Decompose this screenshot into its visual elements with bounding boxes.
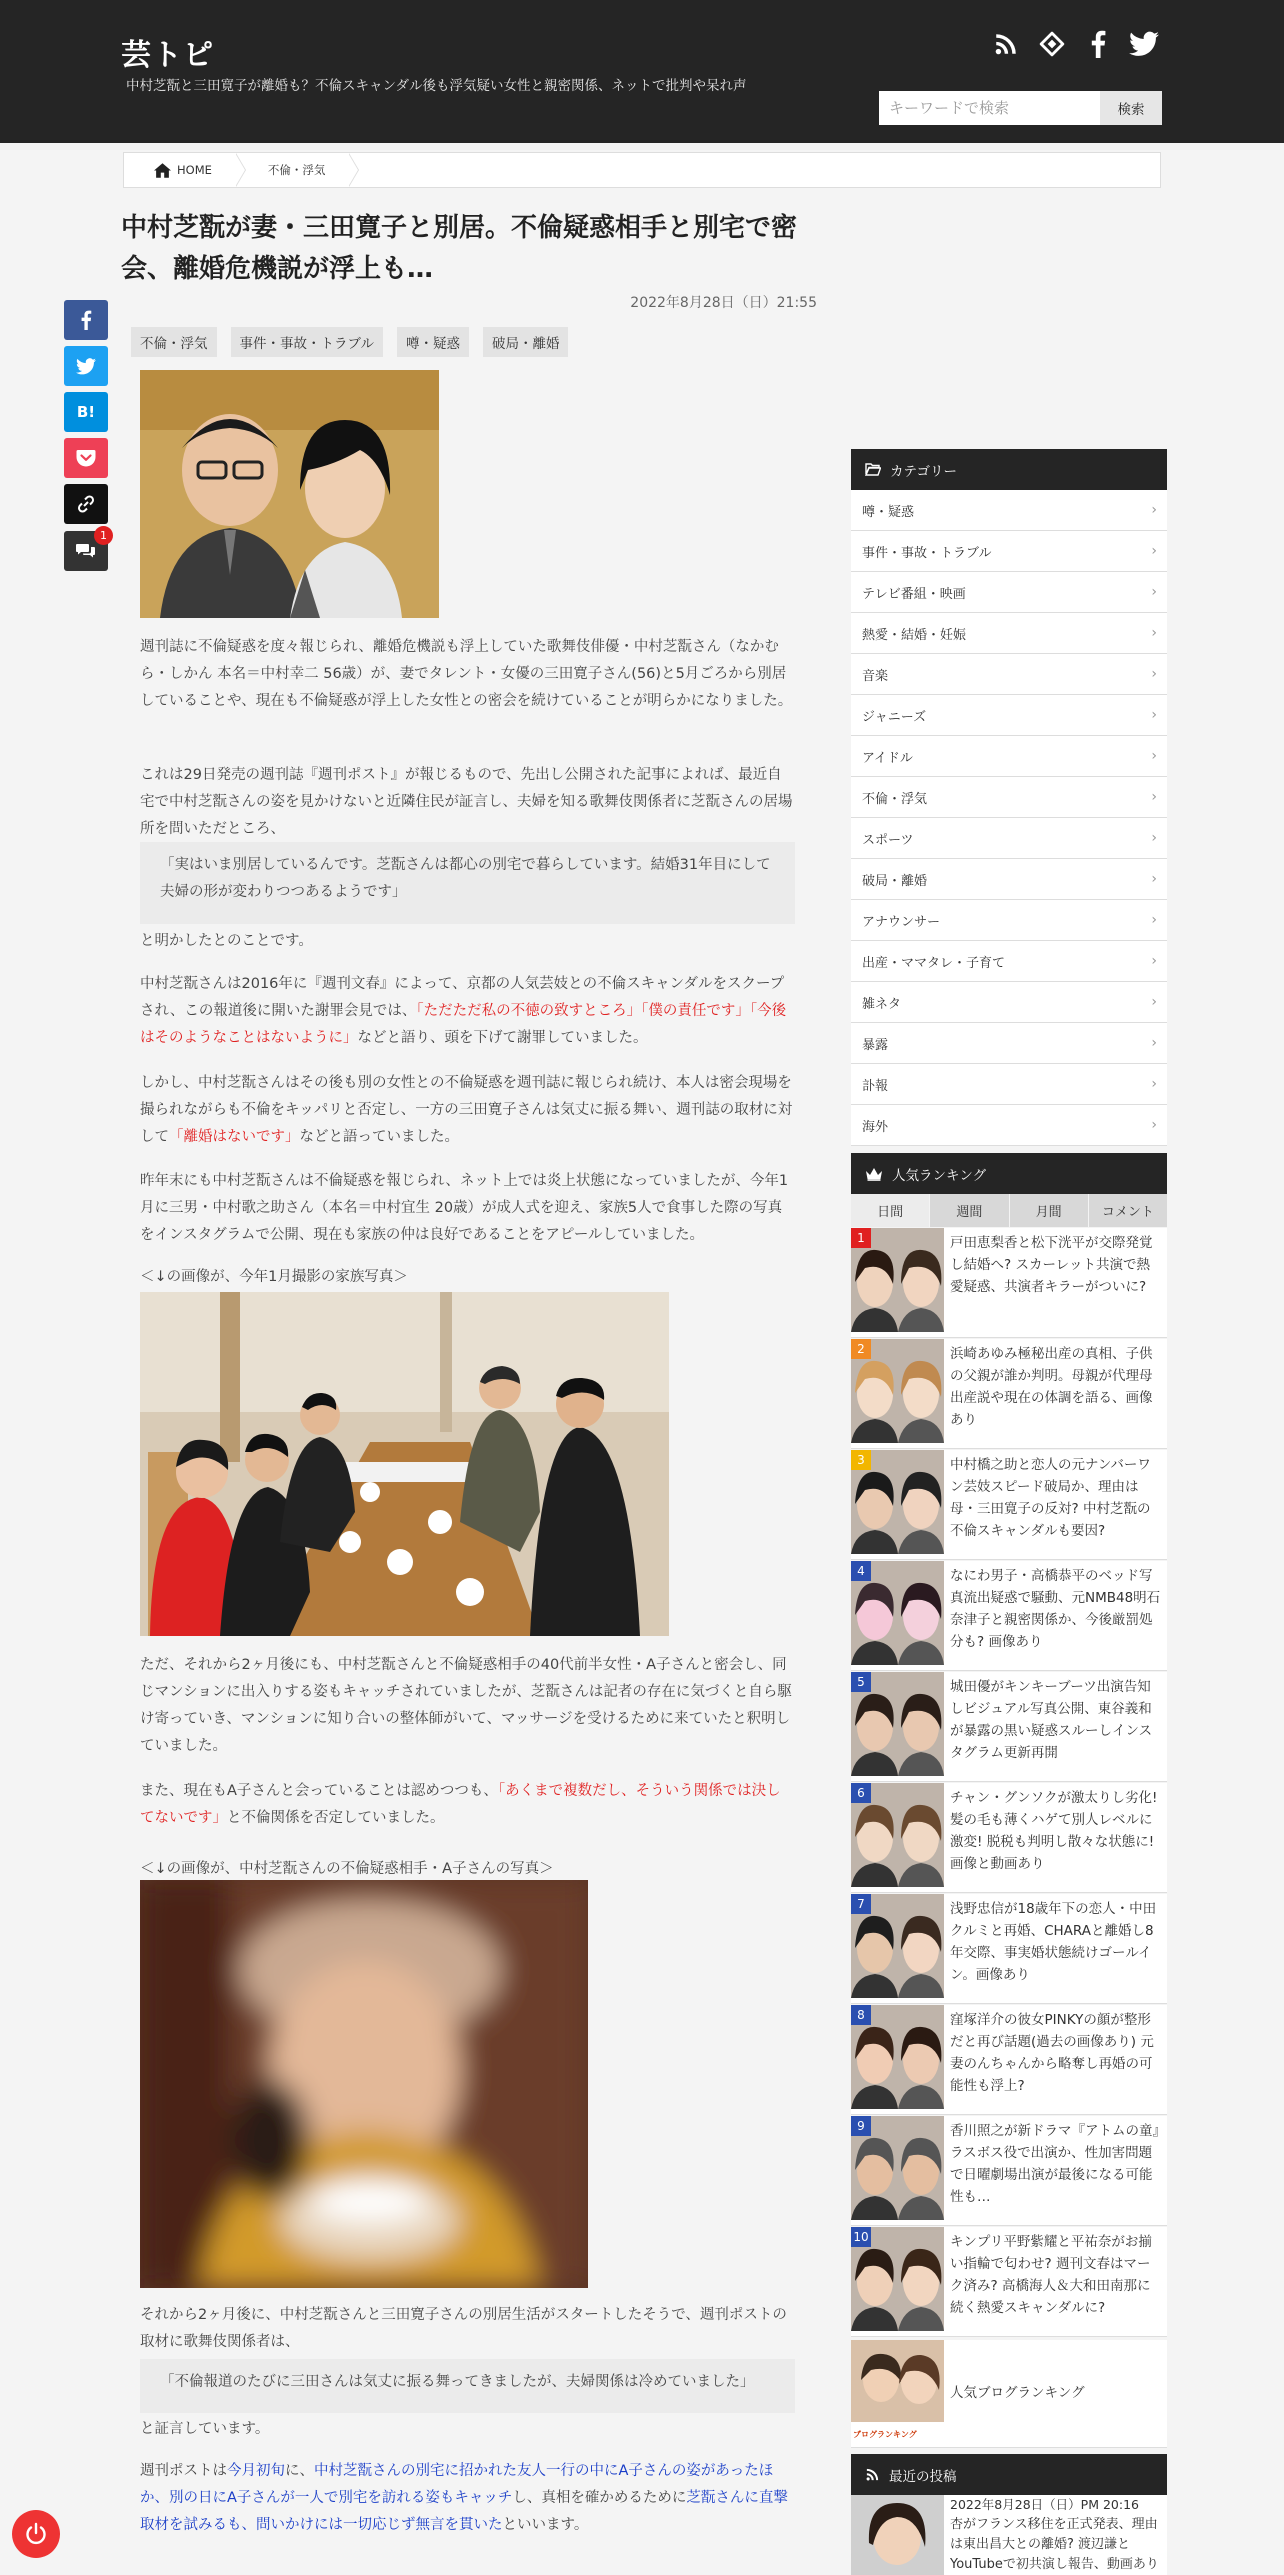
article-photo-family	[140, 1292, 669, 1636]
category-item-label: 事件・事故・トラブル	[862, 545, 992, 561]
ranking-tab-daily[interactable]: 日間	[851, 1194, 929, 1227]
ranking-title: 戸田恵梨香と松下洸平が交際発覚し結婚へ? スカーレット共演で熱愛疑惑、共演者キラーがついに?	[950, 1235, 1153, 1295]
ranking-number: 9	[851, 2116, 871, 2136]
search-form	[879, 91, 1162, 125]
ranking-thumbnail	[851, 1450, 944, 1554]
chevron-right-icon: ›	[1151, 830, 1157, 846]
chevron-right-icon: ›	[1151, 707, 1157, 723]
blog-ranking-banner[interactable]	[851, 2340, 1167, 2448]
category-item-label: 音楽	[862, 668, 889, 684]
ranking-number: 10	[851, 2227, 871, 2247]
ranking-title: 浅野忠信が18歳年下の恋人・中田クルミと再婚、CHARAと離婚し8年交際、事実婚状態続けゴールイン。画像あり	[950, 1901, 1157, 1983]
share-pocket-button[interactable]	[64, 438, 108, 478]
ranking-tab-weekly[interactable]: 週間	[930, 1194, 1008, 1227]
text: し、真相を確かめるために	[512, 2490, 687, 2506]
chevron-right-icon: ›	[1151, 1035, 1157, 1051]
category-item-label: ジャニーズ	[862, 709, 927, 725]
category-item-label: アイドル	[862, 750, 913, 766]
category-item[interactable]	[851, 531, 1167, 572]
category-item[interactable]	[851, 941, 1167, 982]
ranking-thumbnail	[851, 1894, 944, 1998]
ranking-heading	[851, 1153, 1167, 1194]
breadcrumb-category[interactable]	[236, 153, 350, 187]
share-facebook-button[interactable]	[64, 300, 108, 340]
ranking-number: 3	[851, 1450, 871, 1470]
rss-icon	[865, 2467, 880, 2482]
ranking-title: 浜崎あゆみ極秘出産の真相、子供の父親が誰か判明。母親が代理母出産説や現在の体調を語る、画像あり	[950, 1346, 1153, 1428]
article-paragraph: 昨年末にも中村芝翫さんは不倫疑惑を報じられ、ネット上では炎上状態になっていましたが、今年1月に三男・中村歌之助さん（本名＝中村宜生 20歳）が成人式を迎え、家族5人で食事した際の写真をインスタグラムで公開、現在も家族の仲は良好であることをアピールしていました。	[140, 1173, 789, 1243]
text: 週刊ポストは	[140, 2463, 227, 2479]
chevron-right-icon: ›	[1151, 789, 1157, 805]
recent-post-date: 2022年8月28日（日）PM 20:16	[950, 2497, 1139, 2512]
category-item[interactable]	[851, 572, 1167, 613]
chevron-right-icon: ›	[1151, 912, 1157, 928]
facebook-icon[interactable]	[1082, 28, 1114, 60]
article-date: 2022年8月28日（日）21:55	[630, 295, 817, 311]
ranking-item[interactable]	[851, 1561, 1167, 1671]
article-photo-couple	[140, 370, 439, 618]
chevron-right-icon: ›	[1151, 502, 1157, 518]
image-caption: ＜↓の画像が、中村芝翫さんの不倫疑惑相手・A子さんの写真＞	[140, 1861, 554, 1877]
ranking-item[interactable]	[851, 2227, 1167, 2337]
category-heading-label: カテゴリー	[890, 463, 957, 480]
ranking-title: キンプリ平野紫耀と平祐奈がお揃い指輪で匂わせ? 週刊文春はマーク済み? 高橋海人＆大和田南那に続く熱愛スキャンダルに?	[950, 2234, 1152, 2316]
ranking-number: 8	[851, 2005, 871, 2025]
text: などと語り、頭を下げて謝罪していました。	[357, 1030, 648, 1046]
category-item[interactable]	[851, 900, 1167, 941]
ranking-item[interactable]	[851, 1783, 1167, 1893]
article-quote: 「実はいま別居しているんです。芝翫さんは都心の別宅で暮らしています。結婚31年目にして夫婦の形が変わりつつあるようです」	[140, 842, 795, 924]
feedly-icon[interactable]	[1036, 28, 1068, 60]
chevron-right-icon: ›	[1151, 1076, 1157, 1092]
chevron-right-icon: ›	[1151, 1117, 1157, 1133]
tag[interactable]: 事件・事故・トラブル	[231, 327, 383, 357]
ranking-number: 7	[851, 1894, 871, 1914]
ranking-thumbnail	[851, 2116, 944, 2220]
ranking-tabs	[851, 1194, 1167, 1227]
tag[interactable]: 噂・疑惑	[397, 327, 469, 357]
category-item[interactable]	[851, 654, 1167, 695]
category-item-label: 訃報	[862, 1078, 889, 1094]
category-item-label: 海外	[862, 1119, 889, 1135]
category-item-label: 出産・ママタレ・子育て	[862, 955, 1006, 971]
category-item-label: 破局・離婚	[862, 873, 928, 889]
ranking-thumbnail	[851, 2005, 944, 2109]
ranking-item[interactable]	[851, 1672, 1167, 1782]
link-icon	[76, 494, 96, 514]
chevron-right-icon: ›	[1151, 871, 1157, 887]
article-paragraph	[140, 1778, 795, 1832]
article-photo-blurred-woman	[140, 1880, 588, 2288]
share-comment-button[interactable]	[64, 531, 108, 571]
image-caption: ＜↓の画像が、今年1月撮影の家族写真＞	[140, 1269, 408, 1285]
ranking-number: 4	[851, 1561, 871, 1581]
ranking-number: 5	[851, 1672, 871, 1692]
article-paragraph: と明かしたとのことです。	[140, 933, 313, 949]
ranking-item[interactable]	[851, 2116, 1167, 2226]
category-item[interactable]	[851, 818, 1167, 859]
category-item-label: 雑ネタ	[862, 996, 902, 1012]
category-heading	[851, 449, 1167, 490]
ranking-title: 香川照之が新ドラマ『アトムの童』ラスボス役で出演か、性加害問題で日曜劇場出演が最後になる可能性も…	[950, 2123, 1160, 2205]
category-item-label: アナウンサー	[862, 914, 941, 930]
site-header	[0, 0, 1284, 143]
ranking-title: チャン・グンソクが激太りし劣化! 髪の毛も薄くハゲて別人レベルに激変! 脱税も判明し散々な状態に! 画像と動画あり	[950, 1790, 1158, 1872]
category-item[interactable]	[851, 695, 1167, 736]
category-item[interactable]	[851, 859, 1167, 900]
breadcrumb-home-label: HOME	[177, 163, 212, 177]
quoted-text: 「離婚はないです」	[169, 1129, 300, 1145]
quoted-text: 「あくまで複数だし、そういう関係では決してないです」	[140, 1783, 781, 1826]
site-description: 中村芝翫と三田寛子が離婚も？不倫スキャンダル後も浮気疑い女性と親密関係、ネットで批判や呆れ声	[126, 78, 747, 94]
rss-icon[interactable]	[990, 28, 1022, 60]
chevron-right-icon: ›	[1151, 625, 1157, 641]
ranking-title: 城田優がキンキーブーツ出演告知しビジュアル写真公開、東谷義和が暴露の黒い疑惑スルーしインスタグラム更新再開	[950, 1679, 1153, 1761]
recent-post-title: 杏がフランス移住を正式発表、理由は東出昌大との離婚? 渡辺謙とYouTubeで初共演し報告、動画あり	[950, 2517, 1159, 2572]
tag[interactable]: 破局・離婚	[483, 327, 569, 357]
article-paragraph: これは29日発売の週刊誌『週刊ポスト』が報じるもので、先出し公開された記事によれば、最近自宅で中村芝翫さんの姿を見かけないと近隣住民が証言し、夫婦を知る歌舞伎関係者に芝翫さんの居場所を問いただところ、	[140, 767, 793, 837]
category-item-label: テレビ番組・映画	[862, 586, 966, 602]
chevron-right-icon: ›	[1151, 584, 1157, 600]
header-social-icons	[990, 28, 1160, 60]
comments-icon	[75, 542, 97, 560]
article-paragraph	[140, 1070, 795, 1151]
chevron-right-icon: ›	[1151, 543, 1157, 559]
scroll-top-button[interactable]	[12, 2510, 60, 2558]
blog-ranking-thumbnail	[851, 2340, 944, 2444]
category-item-label: 不倫・浮気	[862, 791, 928, 807]
ranking-thumbnail	[851, 1228, 944, 1332]
chevron-right-icon: ›	[1151, 748, 1157, 764]
highlight-text: 芝翫さんに直撃取材を試みるも、問いかけには一切応じず無言を貫いた	[140, 2490, 788, 2533]
category-item-label: 熱愛・結婚・妊娠	[862, 627, 967, 643]
highlight-text: 今月初旬	[227, 2463, 285, 2479]
ranking-heading-label: 人気ランキング	[892, 1167, 987, 1184]
recent-posts-heading-label: 最近の投稿	[889, 2468, 957, 2485]
category-item-label: スポーツ	[862, 832, 914, 848]
search-button[interactable]: 検索	[1100, 91, 1162, 125]
chevron-right-icon: ›	[1151, 994, 1157, 1010]
article-tags	[131, 327, 568, 357]
crown-icon	[865, 1167, 883, 1181]
article-paragraph: それから2ヶ月後に、中村芝翫さんと三田寛子さんの別居生活がスタートしたそうで、週刊ポストの取材に歌舞伎関係者は、	[140, 2307, 787, 2350]
blog-ranking-text: 人気ブログランキング	[950, 2385, 1085, 2401]
category-item[interactable]	[851, 1105, 1167, 1146]
category-item[interactable]	[851, 613, 1167, 654]
text: に、	[285, 2463, 314, 2479]
article-paragraph: と証言しています。	[140, 2421, 270, 2437]
search-input[interactable]	[879, 91, 1100, 125]
article-paragraph: 週刊誌に不倫疑惑を度々報じられ、離婚危機説も浮上していた歌舞伎俳優・中村芝翫さん（なかむら・しかん 本名＝中村幸二 56歳）が、妻でタレント・女優の三田寛子さん(56)と5月ごろから別居していることや、現在も不倫疑惑が浮上した女性との密会を続けていることが明らかになりました。	[140, 639, 793, 709]
ranking-thumbnail	[851, 1672, 944, 1776]
article	[121, 196, 819, 2568]
blog-ranking-badge: ブログランキング	[853, 2430, 917, 2439]
text: 中村芝翫さんは2016年に『週刊文春』によって、京都の人気芸妓との不倫スキャンダルをスクープされ、この報道後に開いた謝罪会見では、	[140, 976, 785, 1019]
ranking-title: なにわ男子・高橋恭平のベッド写真流出疑惑で騒動、元NMB48明石奈津子と親密関係か、今後厳罰処分も? 画像あり	[950, 1568, 1161, 1650]
ranking-title: 中村橋之助と恋人の元ナンバーワン芸妓スピード破局か、理由は母・三田寛子の反対? 中村芝翫の不倫スキャンダルも要因?	[950, 1457, 1151, 1539]
ranking-tab-monthly[interactable]: 月間	[1010, 1194, 1088, 1227]
text: などと語っていました。	[299, 1129, 459, 1145]
breadcrumb	[123, 152, 1161, 188]
ranking-item[interactable]	[851, 1450, 1167, 1560]
ranking-thumbnail	[851, 1561, 944, 1665]
ranking-title: 窪塚洋介の彼女PINKYの顔が整形だと再び話題(過去の画像あり) 元妻のんちゃんから略奪し再婚の可能性も浮上?	[950, 2012, 1154, 2094]
folder-open-icon	[865, 463, 881, 476]
text: しかし、中村芝翫さんはその後も別の女性との不倫疑惑を週刊誌に報じられ続け、本人は密会現場を撮られながらも不倫をキッパリと否定し、一方の三田寛子さんは気丈に振る舞い、週刊誌の取材に対して	[140, 1075, 793, 1145]
text: また、現在もA子さんと会っていることは認めつつも、	[140, 1783, 498, 1799]
home-icon	[154, 163, 171, 178]
category-item[interactable]	[851, 736, 1167, 777]
site-title[interactable]: 芸トピ	[121, 38, 214, 73]
category-item[interactable]	[851, 982, 1167, 1023]
twitter-icon	[76, 358, 96, 375]
article-quote: 「不倫報道のたびに三田さんは気丈に振る舞ってきましたが、夫婦関係は冷めていました」	[140, 2359, 795, 2413]
article-paragraph: ただ、それから2ヶ月後にも、中村芝翫さんと不倫疑惑相手の40代前半女性・A子さんと密会し、同じマンションに出入りする姿もキャッチされていましたが、芝翫さんは記者の存在に気づくと自ら駆け寄っていき、マンションに知り合いの整体師がいて、マッサージを受けるために来ていたと釈明していました。	[140, 1657, 792, 1754]
quoted-text: 「ただただ私の不徳の致すところ」「僕の責任です」「今後はそのようなことはないように」	[140, 1003, 787, 1046]
facebook-icon	[80, 310, 92, 330]
comment-count-badge: 1	[94, 526, 113, 545]
twitter-icon[interactable]	[1128, 28, 1160, 60]
ranking-thumbnail	[851, 1339, 944, 1443]
power-icon	[23, 2521, 49, 2547]
category-item[interactable]	[851, 1064, 1167, 1105]
ranking-item[interactable]	[851, 2005, 1167, 2115]
article-title: 中村芝翫が妻・三田寛子と別居。不倫疑惑相手と別宅で密会、離婚危機説が浮上も…	[121, 213, 798, 284]
ranking-thumbnail	[851, 2227, 944, 2331]
chevron-right-icon: ›	[1151, 666, 1157, 682]
ranking-tab-comment[interactable]: コメント	[1089, 1194, 1167, 1227]
ranking-number: 2	[851, 1339, 871, 1359]
category-item[interactable]	[851, 490, 1167, 531]
recent-post-item[interactable]	[851, 2495, 1167, 2575]
ranking-item[interactable]	[851, 1894, 1167, 2004]
ranking-item[interactable]	[851, 1339, 1167, 1449]
highlight-text: 中村芝翫さんの別宅に招かれた友人一行の中にA子さんの姿があったほか、別の日にA子さんが一人で別宅を訪れる姿もキャッチ	[140, 2463, 774, 2506]
recent-post-thumbnail	[851, 2495, 944, 2575]
share-hatena-button[interactable]	[64, 392, 108, 432]
chevron-right-icon: ›	[1151, 953, 1157, 969]
ranking-number: 1	[851, 1228, 871, 1248]
article-paragraph	[140, 971, 795, 1052]
ranking-thumbnail	[851, 1783, 944, 1887]
pocket-icon	[76, 449, 96, 467]
recent-posts-heading	[851, 2454, 1167, 2495]
ranking-item[interactable]	[851, 1228, 1167, 1338]
text: といいます。	[502, 2517, 589, 2533]
tag[interactable]: 不倫・浮気	[131, 327, 217, 357]
category-item[interactable]	[851, 777, 1167, 818]
category-item[interactable]	[851, 1023, 1167, 1064]
breadcrumb-category-label: 不倫・浮気	[267, 163, 326, 177]
share-link-button[interactable]	[64, 484, 108, 524]
share-twitter-button[interactable]	[64, 346, 108, 386]
category-item-label: 暴露	[862, 1037, 889, 1053]
ranking-number: 6	[851, 1783, 871, 1803]
article-paragraph	[140, 2458, 795, 2539]
breadcrumb-home[interactable]	[124, 153, 236, 187]
text: と不倫関係を否定していました。	[227, 1810, 445, 1826]
hatena-label: B!	[76, 403, 96, 421]
category-item-label: 噂・疑惑	[862, 504, 915, 520]
